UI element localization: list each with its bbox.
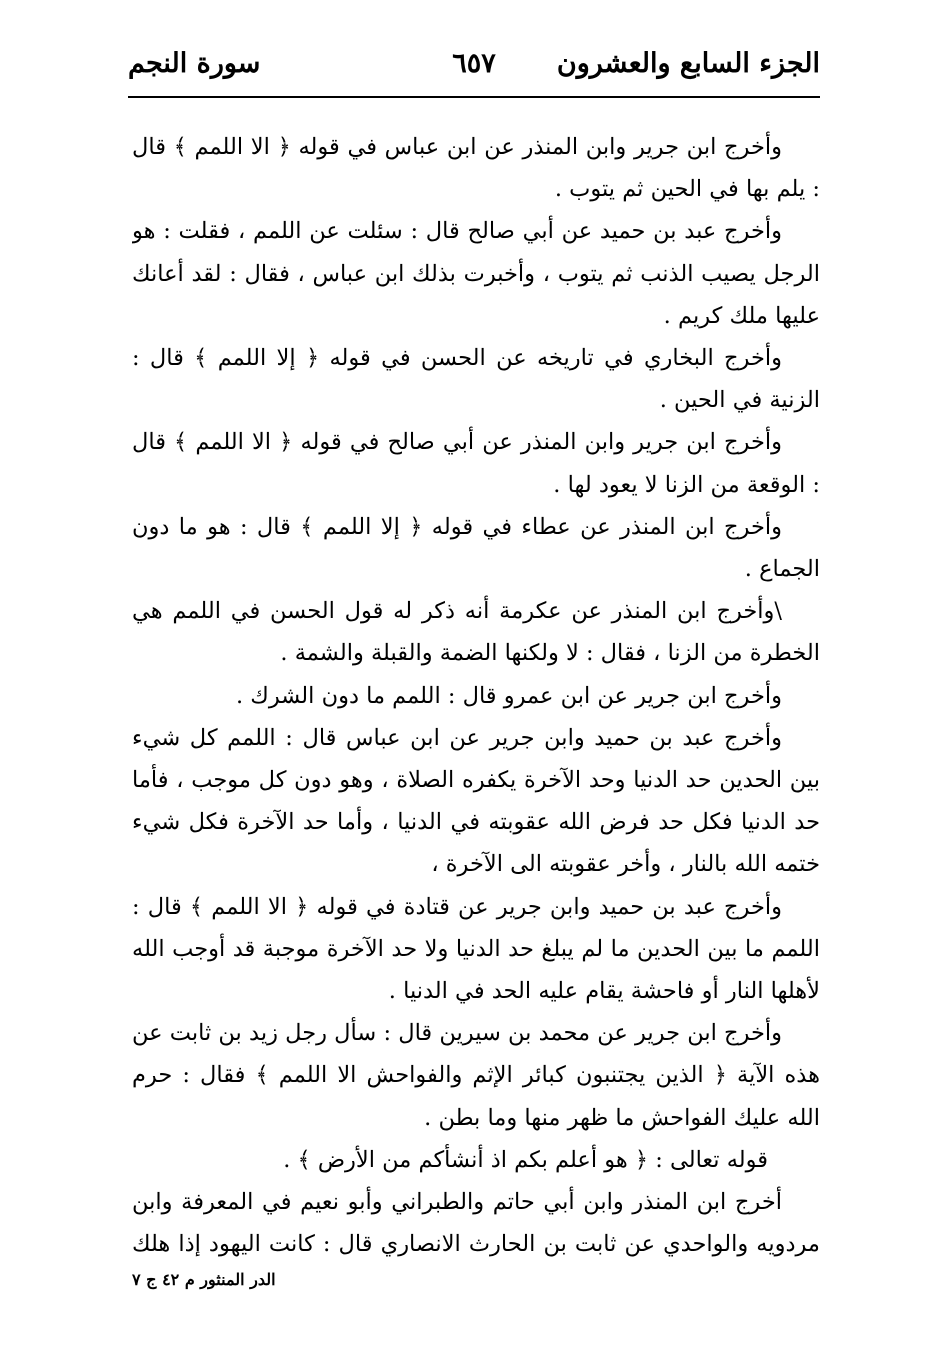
paragraph: وأخرج البخاري في تاريخه عن الحسن في قوله ﴿ إلا اللمم ﴾ قال : الزنية في الحين .	[132, 345, 820, 414]
running-header	[128, 46, 820, 96]
paragraph: وأخرج ابن المنذر عن عطاء في قوله ﴿ إلا اللمم ﴾ قال : هو ما دون الجماع .	[132, 513, 820, 583]
verse-heading: قوله تعالى : ﴿ هو أعلم بكم اذ أنشأكم من الأرض ﴾ .	[283, 1146, 768, 1173]
footer-signature: الدر المنثور م ٤٢ ج ٧	[132, 1270, 276, 1289]
header-rule	[128, 96, 820, 98]
paragraph: وأخرج ابن جرير وابن المنذر عن أبي صالح في قوله ﴿ الا اللمم ﴾ قال : الوقعة من الزنا لا يعود لها .	[132, 429, 820, 498]
page-number: ٦٥٧	[452, 48, 496, 79]
paragraph: وأخرج عبد بن حميد وابن جرير عن ابن عباس قال : اللمم كل شيء بين الحدين حد الدنيا وحد الآخرة يكفره الصلاة ، وهو دون كل موجب ، فأما حد الدنيا فكل حد فرض الله عقوبته في الدنيا ، وأما حد الآخرة فكل شيء ختمه الله بالنار ، وأخر عقوبته الى الآخرة ،	[132, 724, 820, 878]
part-title: الجزء السابع والعشرون	[556, 48, 820, 79]
paragraph: وأخرج ابن جرير عن محمد بن سيرين قال : سأل رجل زيد بن ثابت عن هذه الآية ﴿ الذين يجتنبون كبائر الإثم والفواحش الا اللمم ﴾ فقال : حرم الله عليك الفواحش ما ظهر منها وما بطن .	[132, 1020, 820, 1131]
paragraph: \وأخرج ابن المنذر عن عكرمة أنه ذكر له قول الحسن في اللمم هي الخطرة من الزنا ، فقال : لا ولكنها الضمة والقبلة والشمة .	[132, 598, 820, 667]
surah-title: سورة النجم	[128, 48, 261, 79]
paragraph: وأخرج ابن جرير وابن المنذر عن ابن عباس في قوله ﴿ الا اللمم ﴾ قال : يلم بها في الحين ثم يتوب .	[132, 134, 820, 203]
paragraph: وأخرج ابن جرير عن ابن عمرو قال : اللمم ما دون الشرك .	[235, 682, 782, 709]
paragraph: أخرج ابن المنذر وابن أبي حاتم والطبراني وأبو نعيم في المعرفة وابن مردويه والواحدي عن ثابت بن الحارث الانصاري قال : كانت اليهود إذا هلك	[132, 1189, 820, 1258]
paragraph: وأخرج عبد بن حميد عن أبي صالح قال : سئلت عن اللمم ، فقلت : هو الرجل يصيب الذنب ثم يتوب ، وأخبرت بذلك ابن عباس ، فقال : لقد أعانك عليها ملك كريم .	[132, 218, 820, 329]
page-body	[132, 126, 820, 1266]
paragraph: وأخرج عبد بن حميد وابن جرير عن قتادة في قوله ﴿ الا اللمم ﴾ قال : اللمم ما بين الحدين ما لم يبلغ حد الدنيا ولا حد الآخرة موجبة قد أوجب الله لأهلها النار أو فاحشة يقام عليه الحد في الدنيا .	[132, 893, 820, 1005]
